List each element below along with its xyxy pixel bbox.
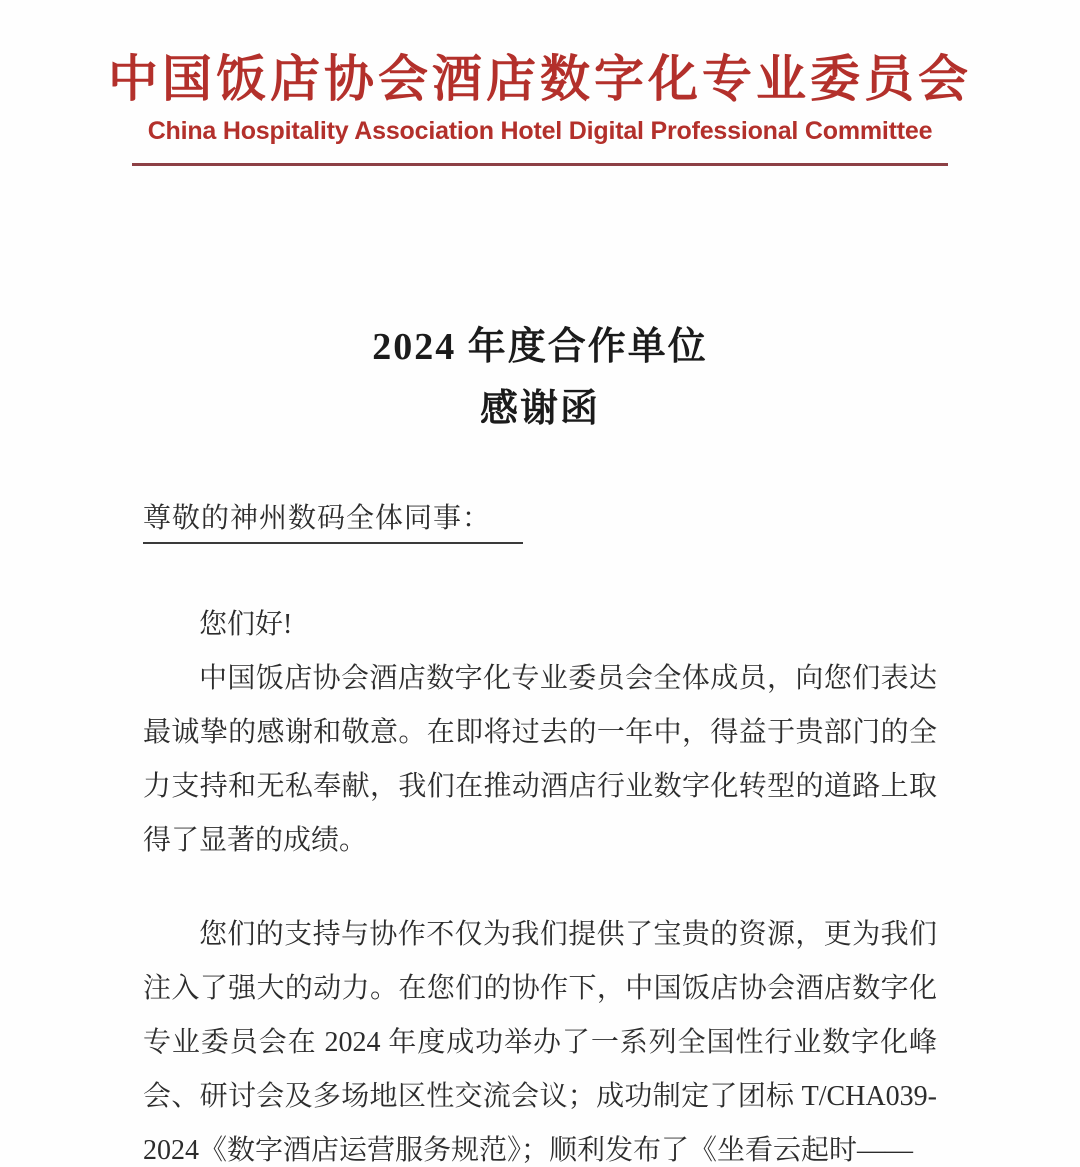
org-name-chinese: 中国饭店协会酒店数字化专业委员会 bbox=[108, 51, 972, 107]
letterhead-divider-rule bbox=[132, 163, 948, 166]
letter-title-line2: 感谢函 bbox=[479, 388, 600, 430]
letter-title bbox=[0, 316, 1080, 440]
body-paragraph-1: 中国饭店协会酒店数字化专业委员会全体成员，向您们表达最诚挚的感谢和敬意。在即将过去的一年中，得益于贵部门的全力支持和无私奉献，我们在推动酒店行业数字化转型的道路上取得了显著的成绩。 bbox=[143, 663, 937, 856]
greeting-line: 您们好! bbox=[199, 609, 293, 640]
body-paragraph-2: 您们的支持与协作不仅为我们提供了宝贵的资源，更为我们注入了强大的动力。在您们的协作下，中国饭店协会酒店数字化专业委员会在 2024 年度成功举办了一系列全国性行业数字化峰会、研讨会及多场地区性交流会议；成功制定了团标 T/CHA039-2024《数字酒店运营服务规范》；顺利发布了《坐看云起时—— bbox=[143, 919, 937, 1166]
letter-body bbox=[143, 598, 937, 1167]
org-name-english: China Hospitality Association Hotel Digital Professional Committee bbox=[147, 117, 933, 145]
letter-title-line1: 2024 年度合作单位 bbox=[372, 326, 708, 368]
salutation-row bbox=[143, 496, 937, 544]
salutation: 尊敬的神州数码全体同事： bbox=[143, 496, 523, 544]
letterhead bbox=[0, 0, 1080, 166]
